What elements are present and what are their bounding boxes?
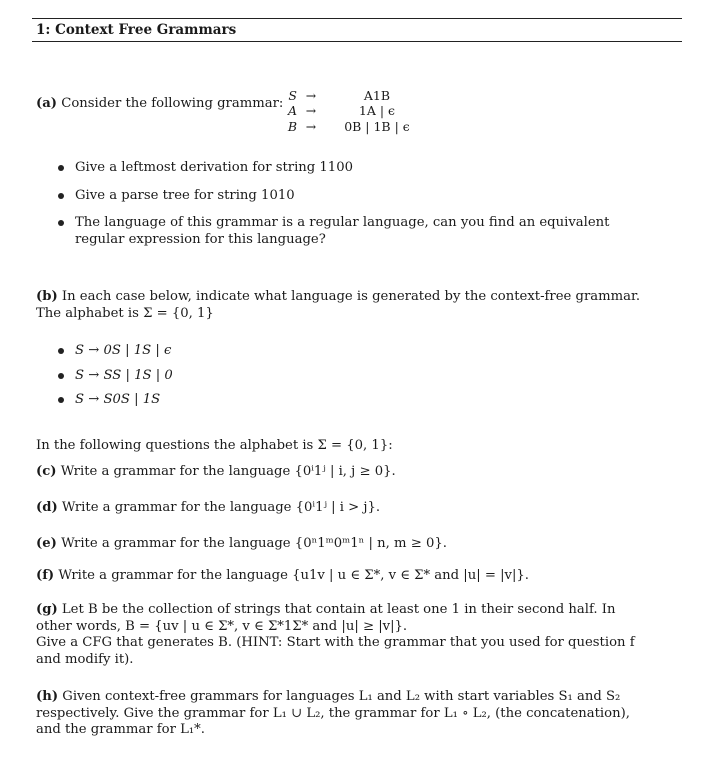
grammar-arrow: → [305, 118, 317, 134]
part-g [36, 602, 646, 668]
part-g-paragraph [36, 602, 646, 635]
part-f-label: (f) [36, 568, 55, 583]
grammar-lhs: S [288, 88, 297, 103]
grammar-rhs: 1A | ϵ [358, 103, 396, 119]
top-rule [32, 18, 682, 19]
grammar-rhs: 0B | 1B | ϵ [344, 118, 410, 134]
part-h-text: Given context-free grammars for languages L₁ and L₂ with start variables S₁ and S₂ respectively. Give the grammar for L₁ ∪ L₂, the grammar for L₁ ∘ L₂, (the concatenation), and the grammar for L₁*. [36, 689, 630, 737]
part-a-text: Consider the following grammar: [61, 96, 284, 111]
grammar-rhs: A1B [363, 88, 391, 103]
part-d-text: Write a grammar for the language {0ⁱ1ʲ | i > j}. [61, 500, 381, 515]
grammar-row [283, 88, 429, 103]
part-c-text: Write a grammar for the language {0ⁱ1ʲ | i, j ≥ 0}. [60, 464, 396, 479]
part-g-text: Let B be the collection of strings that contain at least one 1 in their second half. In other words, B = {uv | u ∈ Σ*, v ∈ Σ*1Σ* and |u| ≥ |v|}. [36, 602, 616, 634]
part-a-label: (a) [36, 96, 58, 111]
list-item: S → S0S | 1S [56, 392, 456, 409]
part-d [36, 500, 380, 517]
part-g-text2: Give a CFG that generates B. (HINT: Start with the grammar that you used for question f and modify it). [36, 635, 635, 667]
list-item: S → 0S | 1S | ϵ [56, 343, 456, 360]
part-a-bullets [56, 160, 641, 248]
list-item: Give a leftmost derivation for string 1100 [56, 160, 641, 177]
grammar-lhs: A [287, 103, 297, 119]
alphabet-intro: In the following questions the alphabet is Σ = {0, 1}: [36, 438, 393, 453]
list-item: Give a parse tree for string 1010 [56, 188, 641, 205]
section-title: 1: Context Free Grammars [36, 22, 237, 38]
list-item: S → SS | 1S | 0 [56, 368, 456, 385]
part-h-label: (h) [36, 689, 59, 704]
part-e-label: (e) [36, 536, 57, 551]
part-a-intro [36, 96, 283, 113]
part-c [36, 464, 396, 481]
part-d-label: (d) [36, 500, 58, 515]
part-b-intro [36, 289, 646, 322]
part-c-label: (c) [36, 464, 57, 479]
part-f [36, 568, 529, 585]
grammar-arrow: → [305, 88, 317, 103]
part-e-text: Write a grammar for the language {0ⁿ1ᵐ0ᵐ1ⁿ | n, m ≥ 0}. [61, 536, 447, 551]
part-b-text: In each case below, indicate what language is generated by the context-free grammar. The alphabet is Σ = {0, 1} [36, 289, 641, 321]
part-g-label: (g) [36, 602, 58, 617]
grammar-lhs: B [287, 118, 297, 134]
grammar-row [283, 119, 429, 134]
part-b-grammars [56, 343, 456, 409]
list-item: The language of this grammar is a regular language, can you find an equivalent regular expression for this language? [56, 215, 641, 248]
part-h [36, 689, 646, 739]
part-f-text: Write a grammar for the language {u1v | u ∈ Σ*, v ∈ Σ* and |u| = |v|}. [58, 568, 530, 583]
grammar-table [283, 88, 429, 134]
bottom-rule [32, 41, 682, 42]
part-b-label: (b) [36, 289, 58, 304]
part-e [36, 536, 447, 553]
grammar-arrow: → [305, 103, 317, 119]
grammar-row [283, 103, 429, 118]
